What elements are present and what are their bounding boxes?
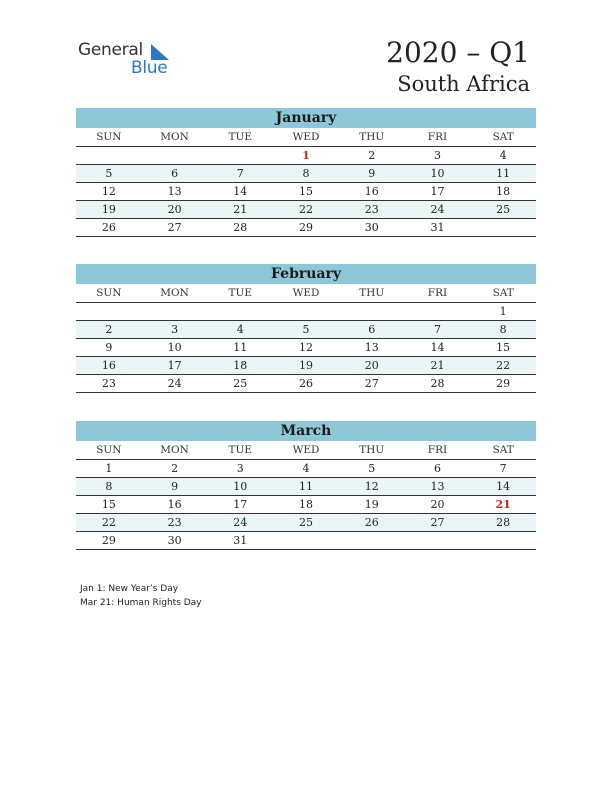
day-cell — [142, 303, 208, 320]
day-cell: 21 — [233, 203, 248, 216]
day-cell: 17 — [430, 185, 445, 198]
week-row — [76, 460, 536, 478]
day-cell: 26 — [299, 377, 314, 390]
month-march — [76, 421, 536, 550]
day-cell: 29 — [299, 221, 314, 234]
day-cell: 25 — [299, 516, 314, 529]
day-cell: 20 — [167, 203, 182, 216]
generalblue-logo — [78, 40, 178, 80]
day-cell: 8 — [105, 480, 113, 493]
logo-general-text: General — [78, 40, 143, 60]
day-cell: 21 — [495, 498, 511, 511]
weekday-label: FRI — [427, 131, 448, 143]
day-cell — [339, 303, 405, 320]
weekday-label: FRI — [427, 444, 448, 456]
weekday-label: SAT — [492, 131, 514, 143]
day-cell: 4 — [302, 462, 310, 475]
holiday-notes — [80, 582, 202, 610]
weekday-label: SAT — [492, 444, 514, 456]
weekday-label: TUE — [228, 131, 253, 143]
day-cell: 12 — [364, 480, 379, 493]
day-cell: 28 — [233, 221, 248, 234]
day-cell: 30 — [167, 534, 182, 547]
day-cell — [142, 147, 208, 164]
week-row — [76, 478, 536, 496]
weekday-label: THU — [359, 444, 385, 456]
week-row — [76, 147, 536, 165]
day-cell: 5 — [302, 323, 310, 336]
day-cell: 7 — [236, 167, 244, 180]
day-cell: 8 — [499, 323, 507, 336]
day-cell: 23 — [364, 203, 379, 216]
weekday-label: MON — [160, 287, 189, 299]
day-cell: 15 — [101, 498, 116, 511]
day-cell: 31 — [233, 534, 248, 547]
day-cell: 8 — [302, 167, 310, 180]
day-cell: 27 — [364, 377, 379, 390]
day-cell: 22 — [101, 516, 116, 529]
day-cell: 2 — [105, 323, 113, 336]
day-cell: 10 — [167, 341, 182, 354]
day-cell: 7 — [433, 323, 441, 336]
day-cell: 3 — [236, 462, 244, 475]
day-cell: 27 — [167, 221, 182, 234]
day-cell: 6 — [171, 167, 179, 180]
holiday-note: Mar 21: Human Rights Day — [80, 598, 202, 608]
day-cell: 1 — [302, 149, 310, 162]
day-cell: 5 — [105, 167, 113, 180]
week-row — [76, 183, 536, 201]
month-name: February — [76, 264, 536, 284]
day-cell: 31 — [430, 221, 445, 234]
day-cell: 5 — [368, 462, 376, 475]
day-cell — [470, 219, 536, 236]
day-cell — [405, 303, 471, 320]
day-cell — [76, 303, 142, 320]
day-cell: 14 — [496, 480, 511, 493]
day-cell: 15 — [299, 185, 314, 198]
week-row — [76, 514, 536, 532]
weekday-label: THU — [359, 131, 385, 143]
day-cell: 4 — [236, 323, 244, 336]
day-cell: 22 — [299, 203, 314, 216]
day-cell: 4 — [499, 149, 507, 162]
weekday-label: SAT — [492, 287, 514, 299]
logo-blue-text: Blue — [131, 58, 168, 78]
weekday-label: SUN — [96, 131, 122, 143]
day-cell: 16 — [364, 185, 379, 198]
day-cell: 21 — [430, 359, 445, 372]
day-cell: 13 — [167, 185, 182, 198]
day-cell: 26 — [101, 221, 116, 234]
day-cell: 10 — [233, 480, 248, 493]
day-cell: 2 — [171, 462, 179, 475]
day-cell: 20 — [430, 498, 445, 511]
day-cell: 16 — [167, 498, 182, 511]
day-cell: 27 — [430, 516, 445, 529]
day-cell: 9 — [171, 480, 179, 493]
month-february — [76, 264, 536, 393]
week-row — [76, 321, 536, 339]
day-cell: 12 — [299, 341, 314, 354]
weekday-header-row — [76, 128, 536, 147]
day-cell: 9 — [368, 167, 376, 180]
week-row — [76, 357, 536, 375]
day-cell: 11 — [233, 341, 248, 354]
weekday-label: MON — [160, 444, 189, 456]
month-name: January — [76, 108, 536, 128]
day-cell: 22 — [496, 359, 511, 372]
day-cell: 18 — [299, 498, 314, 511]
day-cell: 18 — [496, 185, 511, 198]
weekday-label: WED — [292, 287, 320, 299]
day-cell: 28 — [496, 516, 511, 529]
day-cell — [339, 532, 405, 549]
day-cell: 28 — [430, 377, 445, 390]
day-cell: 6 — [433, 462, 441, 475]
weekday-label: FRI — [427, 287, 448, 299]
day-cell: 17 — [167, 359, 182, 372]
weekday-label: THU — [359, 287, 385, 299]
day-cell: 3 — [171, 323, 179, 336]
day-cell: 6 — [368, 323, 376, 336]
day-cell: 1 — [105, 462, 113, 475]
weekday-header-row — [76, 441, 536, 460]
country-subtitle: South Africa — [397, 72, 530, 96]
day-cell: 19 — [299, 359, 314, 372]
day-cell: 24 — [167, 377, 182, 390]
day-cell: 2 — [368, 149, 376, 162]
week-row — [76, 532, 536, 550]
day-cell: 25 — [496, 203, 511, 216]
day-cell — [207, 147, 273, 164]
day-cell: 26 — [364, 516, 379, 529]
day-cell: 3 — [433, 149, 441, 162]
day-cell: 17 — [233, 498, 248, 511]
day-cell: 23 — [101, 377, 116, 390]
day-cell — [470, 532, 536, 549]
day-cell: 11 — [299, 480, 314, 493]
week-row — [76, 219, 536, 237]
week-row — [76, 496, 536, 514]
day-cell: 24 — [430, 203, 445, 216]
day-cell: 25 — [233, 377, 248, 390]
day-cell: 29 — [101, 534, 116, 547]
weekday-label: WED — [292, 444, 320, 456]
day-cell: 19 — [101, 203, 116, 216]
day-cell: 10 — [430, 167, 445, 180]
day-cell: 12 — [101, 185, 116, 198]
day-cell: 13 — [430, 480, 445, 493]
day-cell: 9 — [105, 341, 113, 354]
weekday-label: SUN — [96, 444, 122, 456]
day-cell: 23 — [167, 516, 182, 529]
week-row — [76, 201, 536, 219]
day-cell: 16 — [101, 359, 116, 372]
day-cell: 13 — [364, 341, 379, 354]
month-name: March — [76, 421, 536, 441]
weekday-label: SUN — [96, 287, 122, 299]
day-cell — [76, 147, 142, 164]
weekday-label: MON — [160, 131, 189, 143]
day-cell: 14 — [233, 185, 248, 198]
day-cell — [273, 532, 339, 549]
day-cell: 19 — [364, 498, 379, 511]
day-cell: 24 — [233, 516, 248, 529]
week-row — [76, 339, 536, 357]
day-cell: 18 — [233, 359, 248, 372]
day-cell: 14 — [430, 341, 445, 354]
day-cell: 29 — [496, 377, 511, 390]
day-cell: 30 — [364, 221, 379, 234]
day-cell: 20 — [364, 359, 379, 372]
day-cell: 11 — [496, 167, 511, 180]
weekday-label: WED — [292, 131, 320, 143]
day-cell: 7 — [499, 462, 507, 475]
week-row — [76, 165, 536, 183]
day-cell: 15 — [496, 341, 511, 354]
day-cell: 1 — [499, 305, 507, 318]
day-cell — [405, 532, 471, 549]
day-cell — [207, 303, 273, 320]
week-row — [76, 303, 536, 321]
month-january — [76, 108, 536, 237]
holiday-note: Jan 1: New Year’s Day — [80, 584, 179, 594]
page-title: 2020 – Q1 — [386, 36, 530, 69]
weekday-label: TUE — [228, 287, 253, 299]
week-row — [76, 375, 536, 393]
weekday-label: TUE — [228, 444, 253, 456]
weekday-header-row — [76, 284, 536, 303]
day-cell — [273, 303, 339, 320]
